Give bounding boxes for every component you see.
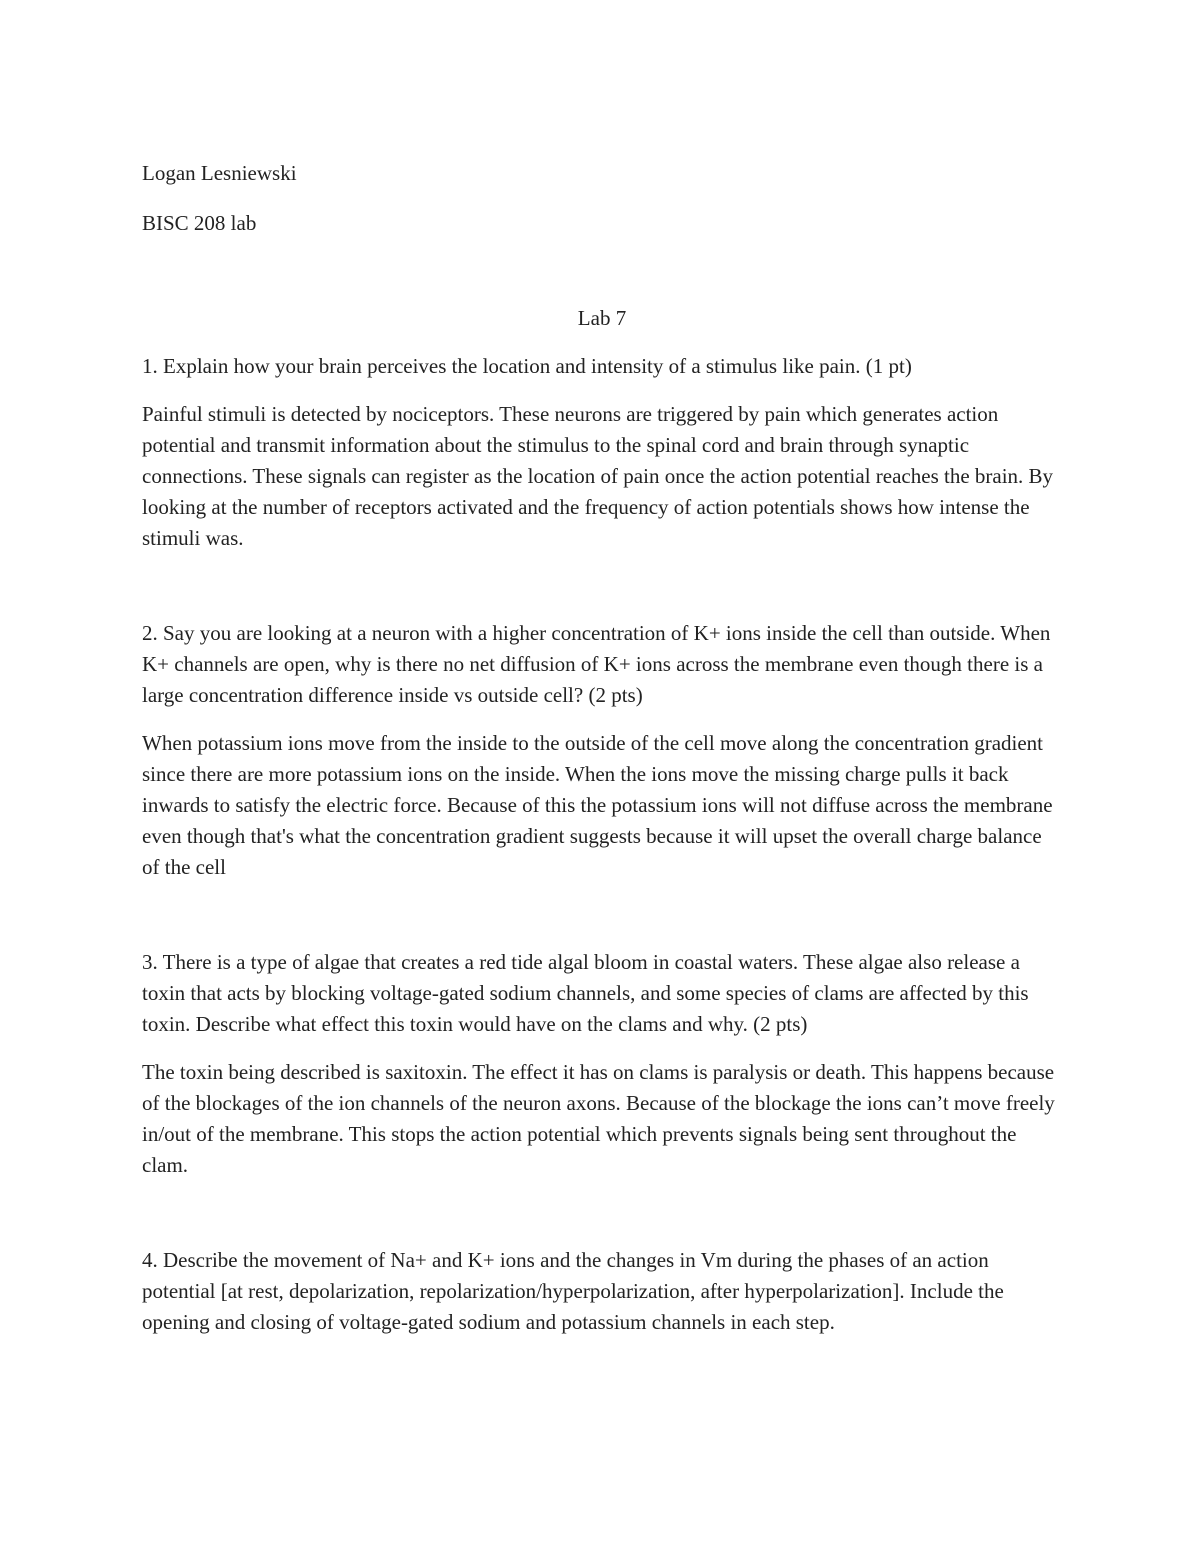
answer-2: When potassium ions move from the inside to the outside of the cell move along the concentration gradient since there are more potassium ions on the inside. When the ions move the missing charge pulls it back inwards to satisfy the electric force. Because of this the potassium ions will not diffuse across the membrane even though that's what the concentration gradient suggests because it will upset the overall charge balance of the cell (142, 731, 1053, 879)
answer-3: The toxin being described is saxitoxin. The effect it has on clams is paralysis or death. This happens because of the blockages of the ion channels of the neuron axons. Because of the blockage the ions can’t move freely in/out of the membrane. This stops the action potential which prevents signals being sent throughout the clam. (142, 1060, 1055, 1177)
question-1: 1. Explain how your brain perceives the location and intensity of a stimulus like pain. (1 pt) (142, 354, 912, 378)
question-3: 3. There is a type of algae that creates a red tide algal bloom in coastal waters. These algae also release a toxin that acts by blocking voltage-gated sodium channels, and some species of clams are affected by this toxin. Describe what effect this toxin would have on the clams and why. (2 pts) (142, 950, 1029, 1036)
course-name: BISC 208 lab (142, 211, 257, 235)
document-title: Lab 7 (577, 306, 627, 330)
question-4: 4. Describe the movement of Na+ and K+ ions and the changes in Vm during the phases of an action potential [at rest, depolarization, repolarization/hyperpolarization, after hyperpolarization]. Include the opening and closing of voltage-gated sodium and potassium channels in each step. (142, 1248, 1004, 1334)
question-2: 2. Say you are looking at a neuron with a higher concentration of K+ ions inside the cell than outside. When K+ channels are open, why is there no net diffusion of K+ ions across the membrane even though there is a large concentration difference inside vs outside cell? (2 pts) (142, 621, 1051, 707)
author-name: Logan Lesniewski (142, 161, 297, 185)
answer-1: Painful stimuli is detected by nociceptors. These neurons are triggered by pain which generates action potential and transmit information about the stimulus to the spinal cord and brain through synaptic connections. These signals can register as the location of pain once the action potential reaches the brain. By looking at the number of receptors activated and the frequency of action potentials shows how intense the stimuli was. (142, 402, 1054, 550)
document-body (142, 158, 1062, 1355)
